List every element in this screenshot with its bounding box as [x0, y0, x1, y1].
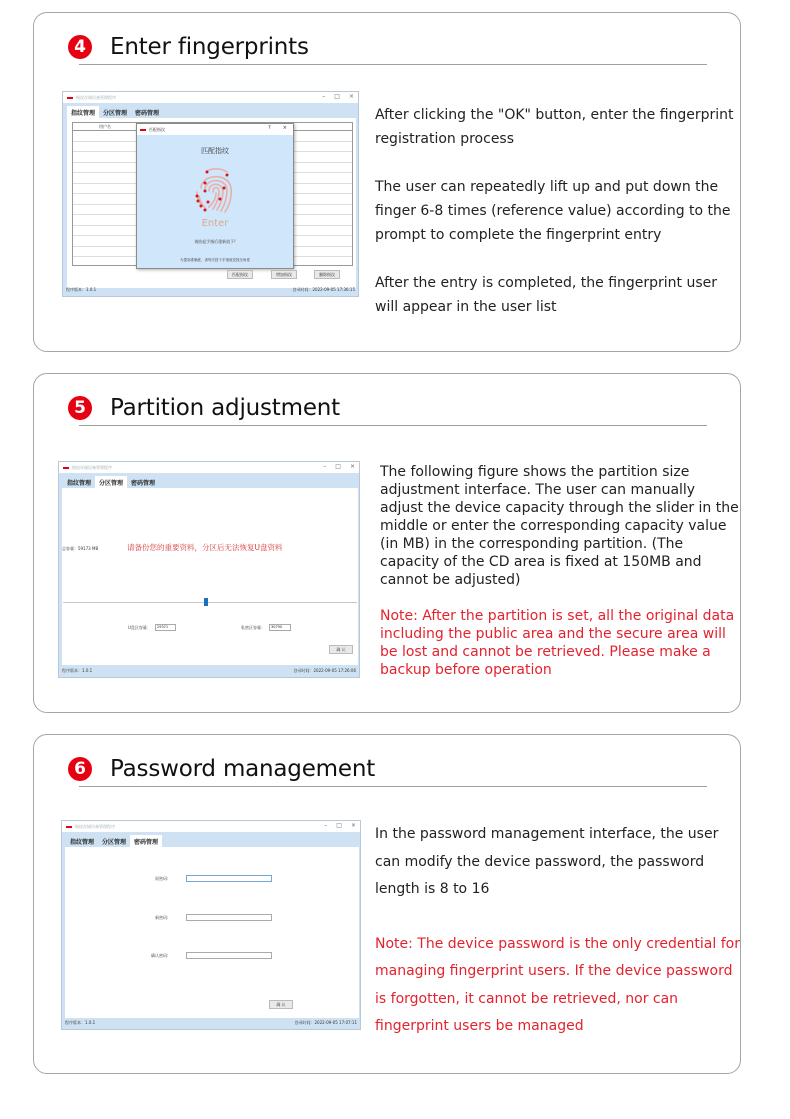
confirm-password-label: 确认密码:: [151, 953, 169, 958]
tab-panel: [62, 488, 358, 665]
app-logo-icon: [63, 467, 69, 469]
section-description: [375, 103, 740, 319]
dialog-prompt: 请抬起手指后重新放下!: [194, 239, 236, 244]
confirm-button[interactable]: 确 认: [329, 645, 353, 654]
note-paragraph: Note: After the partition is set, all the original data including the public area and the secure area will be lost and cannot be retrieved. Please make a backup before operation: [380, 608, 735, 678]
minimize-icon[interactable]: –: [322, 93, 326, 100]
close-icon[interactable]: ×: [349, 463, 355, 470]
partition-slider-thumb[interactable]: [204, 598, 208, 606]
tab-partition-management[interactable]: 分区管理: [102, 839, 127, 846]
section-title: Password management: [110, 756, 376, 782]
total-capacity-label: 总容量：59173 MB: [62, 546, 99, 551]
secure-area-capacity-spinbox[interactable]: [269, 624, 291, 631]
app-screenshot-fingerprint: [62, 91, 359, 297]
public-area-capacity-spinbox[interactable]: [155, 624, 176, 631]
delete-fingerprint-button[interactable]: 删除指纹: [314, 270, 340, 279]
step-number-badge: 6: [68, 757, 92, 781]
dialog-hint: 为提高准确度，请每次按下手指改变按压角度: [180, 258, 250, 262]
app-title: 指纹存储设备管理程序: [72, 464, 112, 470]
backup-warning: 请备份您的重要资料，分区后无法恢复U盘资料: [127, 543, 283, 552]
secure-area-value: 30790: [271, 625, 283, 629]
app-screenshot-password: [61, 820, 361, 1030]
header-divider: [79, 786, 707, 787]
status-bar: [65, 1020, 357, 1027]
dialog-controls: [268, 125, 287, 131]
paragraph: The following figure shows the partition size adjustment interface. The user can manually adjust the device capacity through the slider in the middle or enter the corresponding capacity value (in MB) in the corresponding partition. (The capacity of the CD area is fixed at 150MB and cannot be adjusted): [380, 464, 739, 588]
minimize-icon[interactable]: –: [324, 822, 328, 829]
paragraph: In the password management interface, the user can modify the device password, the password length is 8 to 16: [375, 826, 719, 897]
header-divider: [79, 64, 707, 65]
enter-label: Enter: [201, 218, 229, 229]
tab-bar: [63, 476, 159, 488]
login-time-label: 登录时间：2022-09-05 17:07:11: [294, 1020, 357, 1025]
window-controls: [323, 463, 355, 470]
partition-slider-track[interactable]: [63, 602, 357, 603]
header-divider: [79, 425, 707, 426]
section-header: [68, 392, 340, 424]
tab-panel: [65, 847, 359, 1018]
public-area-capacity-label: U盘区容量：: [128, 625, 151, 630]
confirm-password-input[interactable]: [186, 952, 272, 959]
minimize-icon[interactable]: –: [323, 463, 327, 470]
app-screenshot-partition: [58, 461, 360, 678]
section-header: [68, 31, 309, 63]
app-logo-icon: [67, 97, 73, 99]
maximize-icon[interactable]: □: [335, 463, 341, 470]
old-password-label: 原密码:: [155, 876, 169, 881]
new-password-input[interactable]: [186, 914, 272, 921]
version-label: 程序版本：1.0.1: [62, 668, 93, 673]
close-icon[interactable]: ×: [282, 125, 287, 131]
tab-password-management[interactable]: 密码管理: [131, 480, 156, 487]
close-icon[interactable]: ×: [350, 822, 356, 829]
app-titlebar: [59, 462, 359, 473]
app-titlebar: [63, 92, 358, 103]
section-header: [68, 753, 375, 785]
section-description: [380, 463, 740, 679]
section-card-password-management: [33, 734, 741, 1074]
tab-fingerprint-management[interactable]: 指纹管理: [67, 106, 99, 118]
add-fingerprint-button[interactable]: 增加指纹: [271, 270, 297, 279]
help-icon[interactable]: ?: [268, 125, 271, 131]
maximize-icon[interactable]: □: [334, 93, 340, 100]
step-number-badge: 4: [68, 35, 92, 59]
version-label: 程序版本：1.0.1: [65, 1020, 96, 1025]
tab-bar: [67, 106, 163, 118]
tab-bar: [66, 835, 162, 847]
dialog-titlebar: [137, 124, 293, 135]
tab-fingerprint-management[interactable]: 指纹管理: [70, 839, 95, 846]
paragraph: After the entry is completed, the fingerprint user will appear in the user list: [375, 275, 718, 315]
confirm-button[interactable]: 确 认: [269, 1000, 293, 1009]
secure-area-capacity-label: 私密区容量：: [241, 625, 265, 630]
login-time-label: 登录时间：2022-09-05 17:36:15: [292, 287, 355, 292]
fingerprint-icon: [193, 166, 237, 216]
match-fingerprint-button[interactable]: 匹配指纹: [227, 270, 253, 279]
version-label: 程序版本：1.0.1: [66, 287, 97, 292]
old-password-input[interactable]: [186, 875, 272, 882]
status-bar: [66, 287, 355, 294]
close-icon[interactable]: ×: [348, 93, 354, 100]
public-area-value: 29371: [157, 625, 169, 629]
window-controls: [324, 822, 356, 829]
app-title: 指纹存储设备管理程序: [76, 94, 116, 100]
section-description: [375, 821, 740, 1041]
tab-fingerprint-management[interactable]: 指纹管理: [67, 480, 92, 487]
app-title: 指纹存储设备管理程序: [75, 823, 115, 829]
tab-password-management[interactable]: 密码管理: [135, 110, 160, 117]
tab-password-management[interactable]: 密码管理: [130, 835, 162, 847]
dialog-heading: 匹配指纹: [201, 147, 229, 155]
dialog-title: 匹配指纹: [149, 126, 165, 132]
tab-partition-management[interactable]: 分区管理: [95, 476, 127, 488]
section-card-enter-fingerprints: [33, 12, 741, 352]
paragraph: After clicking the "OK" button, enter the fingerprint registration process: [375, 107, 734, 147]
app-logo-icon: [66, 826, 72, 828]
status-bar: [62, 668, 356, 675]
window-controls: [322, 93, 354, 100]
note-paragraph: Note: The device password is the only credential for managing fingerprint users. If the device password is forgotten, it cannot be retrieved, nor can fingerprint users be managed: [375, 935, 740, 1034]
match-fingerprint-dialog: [136, 123, 294, 269]
table-header-username: 用户名: [73, 123, 352, 131]
dialog-logo-icon: [140, 129, 146, 131]
maximize-icon[interactable]: □: [336, 822, 342, 829]
new-password-label: 新密码:: [155, 915, 169, 920]
tab-partition-management[interactable]: 分区管理: [103, 110, 128, 117]
section-card-partition-adjustment: [33, 373, 741, 713]
paragraph: The user can repeatedly lift up and put down the finger 6-8 times (reference value) according to the prompt to complete the fingerprint entry: [375, 179, 731, 243]
section-title: Enter fingerprints: [110, 34, 309, 60]
app-titlebar: [62, 821, 360, 832]
section-title: Partition adjustment: [110, 395, 340, 421]
login-time-label: 登录时间：2022-09-05 17:26:06: [293, 668, 356, 673]
step-number-badge: 5: [68, 396, 92, 420]
